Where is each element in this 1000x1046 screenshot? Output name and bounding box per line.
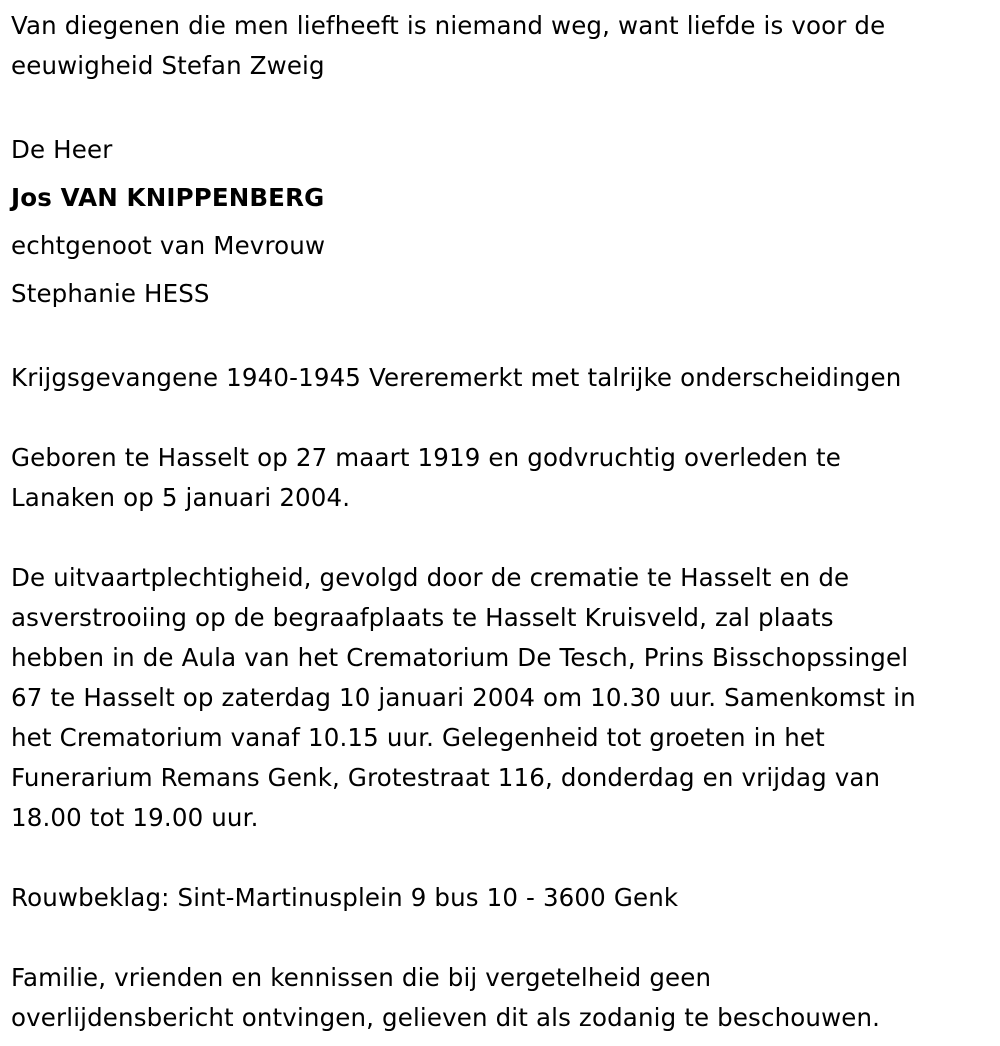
deceased-block xyxy=(11,126,986,318)
birth-death-line: Lanaken op 5 januari 2004. xyxy=(11,483,351,512)
spouse-name: Stephanie HESS xyxy=(11,279,210,308)
deceased-name: Jos VAN KNIPPENBERG xyxy=(11,183,325,212)
spacer xyxy=(11,838,986,878)
spacer xyxy=(11,518,986,558)
ceremony-line: hebben in de Aula van het Crematorium De Tesch, Prins Bisschopssingel xyxy=(11,643,909,672)
honors-line: Krijgsgevangene 1940-1945 Vereremerkt met talrijke onderscheidingen xyxy=(11,363,902,392)
ceremony-line: 67 te Hasselt op zaterdag 10 januari 2004 om 10.30 uur. Samenkomst in xyxy=(11,683,916,712)
salutation: De Heer xyxy=(11,135,113,164)
ceremony-paragraph xyxy=(11,558,986,838)
spacer xyxy=(11,398,986,438)
quote-line: Van diegenen die men liefheeft is niemand weg, want liefde is voor de xyxy=(11,11,886,40)
honors-paragraph xyxy=(11,358,986,398)
ceremony-line: De uitvaartplechtigheid, gevolgd door de crematie te Hasselt en de xyxy=(11,563,850,592)
quote-paragraph xyxy=(11,6,986,86)
closing-paragraph xyxy=(11,958,986,1038)
ceremony-line: asverstrooiing op de begraafplaats te Hasselt Kruisveld, zal plaats xyxy=(11,603,834,632)
ceremony-line: 18.00 tot 19.00 uur. xyxy=(11,803,259,832)
quote-line: eeuwigheid Stefan Zweig xyxy=(11,51,325,80)
birth-death-paragraph xyxy=(11,438,986,518)
condolence-address-paragraph xyxy=(11,878,986,918)
spacer xyxy=(11,918,986,958)
closing-line: Familie, vrienden en kennissen die bij vergetelheid geen xyxy=(11,963,712,992)
ceremony-line: het Crematorium vanaf 10.15 uur. Gelegenheid tot groeten in het xyxy=(11,723,825,752)
ceremony-line: Funerarium Remans Genk, Grotestraat 116, donderdag en vrijdag van xyxy=(11,763,881,792)
condolence-address-line: Rouwbeklag: Sint-Martinusplein 9 bus 10 - 3600 Genk xyxy=(11,883,679,912)
birth-death-line: Geboren te Hasselt op 27 maart 1919 en godvruchtig overleden te xyxy=(11,443,841,472)
spacer xyxy=(11,318,986,358)
closing-line: overlijdensbericht ontvingen, gelieven dit als zodanig te beschouwen. xyxy=(11,1003,881,1032)
spouse-intro: echtgenoot van Mevrouw xyxy=(11,231,326,260)
obituary-document xyxy=(11,6,986,1038)
spacer xyxy=(11,86,986,126)
